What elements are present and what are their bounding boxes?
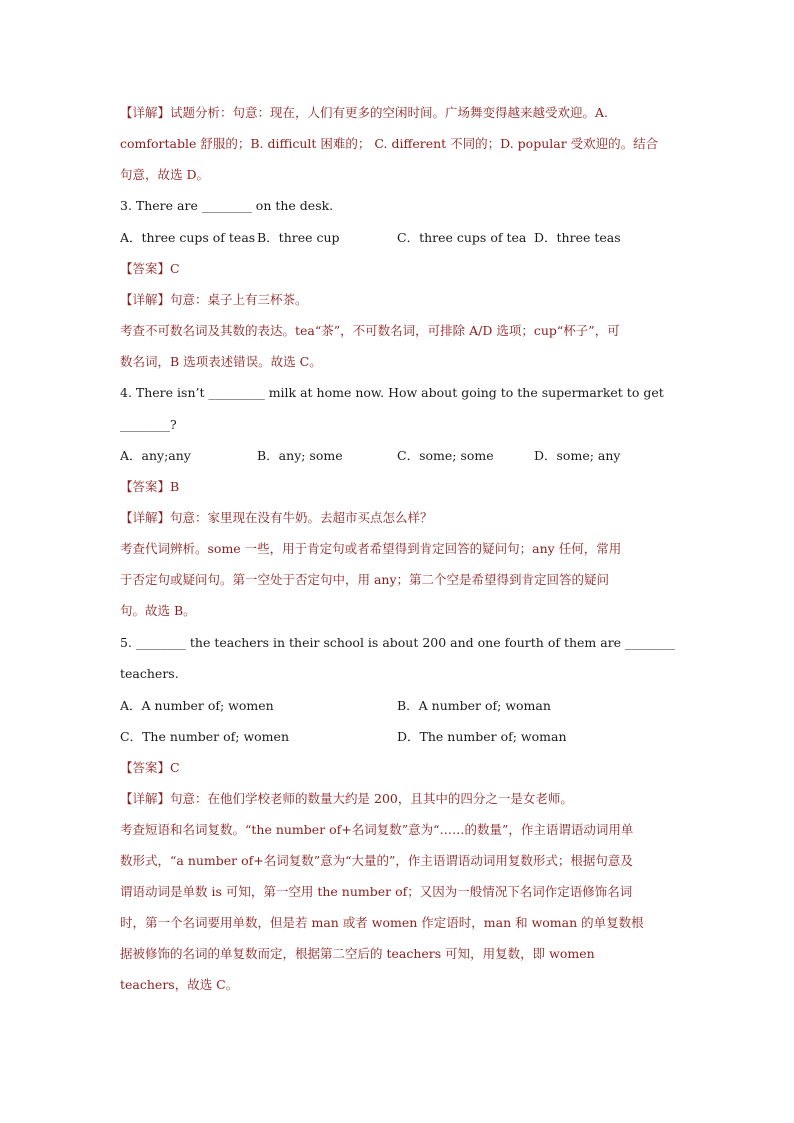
q3-option-b: B．three cup	[257, 230, 340, 245]
q5-detail-line-7: teachers，故选 C。	[120, 977, 239, 992]
detail-text: 句意：家里现在没有牛奶。去超市买点怎么样？	[170, 510, 433, 525]
q3-option-d: D．three teas	[534, 230, 621, 245]
q5-option-b: B．A number of; woman	[397, 698, 551, 713]
q4-stem-line-1: 4. There isn’t _________ milk at home now. How about going to the supermarket to get	[120, 385, 664, 400]
q4-option-b: B．any; some	[257, 448, 343, 463]
q5-option-d: D．The number of; woman	[397, 729, 567, 744]
q4-option-d: D．some; any	[534, 448, 621, 463]
q5-detail-line-4: 谓语动词是单数 is 可知，第一空用 the number of；又因为一般情况下名词作定语修饰名词	[120, 884, 633, 899]
q2-detail-line-1	[120, 104, 680, 122]
q5-option-c: C．The number of; women	[120, 729, 289, 744]
q4-option-a: A．any;any	[120, 448, 191, 463]
q5-answer	[120, 759, 680, 777]
q2-detail-line-2: comfortable 舒服的；B. difficult 困难的； C. different 不同的；D. popular 受欢迎的。结合	[120, 136, 659, 151]
q2-detail-line-3: 句意，故选 D。	[120, 167, 209, 182]
q5-detail-line-6: 据被修饰的名词的单复数而定，根据第二空后的 teachers 可知，用复数，即 women	[120, 946, 595, 961]
q5-detail-line-5: 时，第一个名词要用单数，但是若 man 或者 women 作定语时，man 和 woman 的单复数根	[120, 915, 644, 930]
q4-option-c: C．some; some	[397, 448, 494, 463]
q5-detail-line-3: 数形式，“a number of+名词复数”意为“大量的”，作主语谓语动词用复数形式；根据句意及	[120, 853, 633, 868]
answer-label: 【答案】	[120, 760, 171, 775]
answer-value: C	[170, 760, 180, 775]
answer-label: 【答案】	[120, 261, 171, 276]
q3-option-a: A．three cups of teas	[120, 230, 256, 245]
q3-detail-line-1	[120, 291, 680, 309]
detail-text: 句意：在他们学校老师的数量大约是 200，且其中的四分之一是女老师。	[170, 791, 573, 806]
detail-text: 试题分析：句意：现在，人们有更多的空闲时间。广场舞变得越来越受欢迎。A.	[170, 105, 609, 120]
q5-stem-line-2: teachers.	[120, 666, 179, 681]
q3-answer	[120, 260, 680, 278]
q5-stem-line-1: 5. ________ the teachers in their school is about 200 and one fourth of them are ________	[120, 635, 676, 650]
answer-value: B	[170, 479, 180, 494]
detail-text: 句意：桌子上有三杯茶。	[170, 292, 308, 307]
detail-label: 【详解】	[120, 791, 171, 806]
detail-label: 【详解】	[120, 105, 171, 120]
q3-detail-line-2: 考查不可数名词及其数的表达。tea“茶”，不可数名词，可排除 A/D 选项；cup“杯子”，可	[120, 323, 620, 338]
q4-answer	[120, 478, 680, 496]
q5-detail-line-1	[120, 790, 680, 808]
q4-detail-line-3: 于否定句或疑问句。第一空处于否定句中，用 any；第二个空是希望得到肯定回答的疑问	[120, 572, 610, 587]
q3-stem: 3. There are ________ on the desk.	[120, 198, 334, 213]
detail-label: 【详解】	[120, 510, 171, 525]
detail-label: 【详解】	[120, 292, 171, 307]
answer-label: 【答案】	[120, 479, 171, 494]
q4-stem-line-2: ________?	[120, 417, 177, 432]
q4-detail-line-2: 考查代词辨析。some 一些，用于肯定句或者希望得到肯定回答的疑问句；any 任何，常用	[120, 541, 622, 556]
q4-detail-line-1	[120, 509, 680, 527]
q3-option-c: C．three cups of tea	[397, 230, 527, 245]
q5-detail-line-2: 考查短语和名词复数。“the number of+名词复数”意为“……的数量”，作主语谓语动词用单	[120, 822, 634, 837]
q3-detail-line-3: 数名词，B 选项表述错误。故选 C。	[120, 354, 322, 369]
answer-value: C	[170, 261, 180, 276]
q4-detail-line-4: 句。故选 B。	[120, 603, 196, 618]
q5-option-a: A．A number of; women	[120, 698, 274, 713]
